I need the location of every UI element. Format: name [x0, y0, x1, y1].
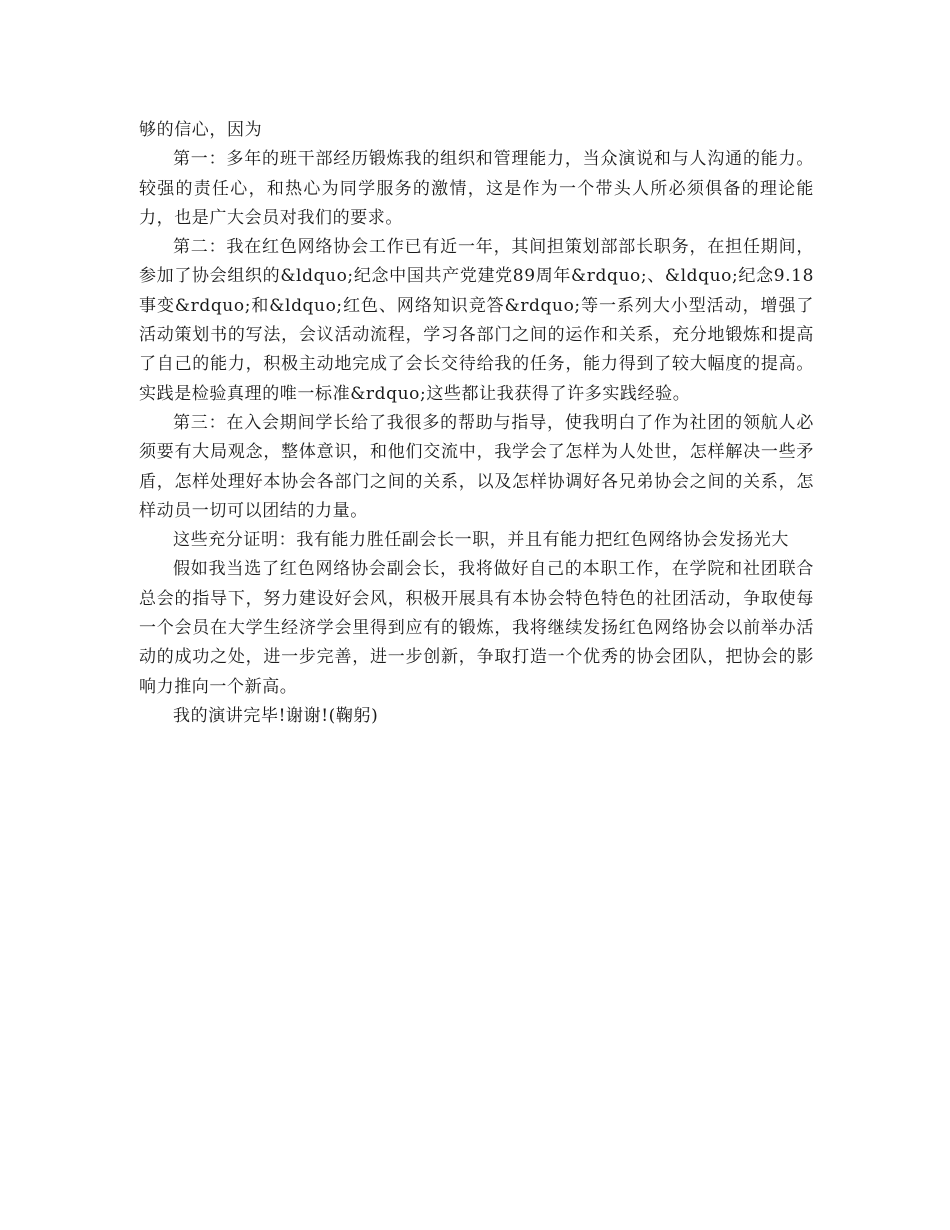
paragraph-continuation: 够的信心，因为: [139, 120, 263, 140]
paragraph-closing: 我的演讲完毕!谢谢!(鞠躬): [173, 705, 379, 726]
paragraph-point-three: 第三：在入会期间学长给了我很多的帮助与指导，使我明白了作为社团的领航人必须要有大局观念，整体意识，和他们交流中，我学会了怎样为人处世，怎样解决一些矛盾，怎样处理好本协会各部门之间的关系，以及怎样协调好各兄弟协会之间的关系，怎样动员一切可以团结的力量。: [139, 412, 814, 521]
paragraph-point-one: 第一：多年的班干部经历锻炼我的组织和管理能力，当众演说和与人沟通的能力。较强的责任心，和热心为同学服务的激情，这是作为一个带头人所必须俱备的理论能力，也是广大会员对我们的要求。: [139, 149, 814, 228]
paragraph-pledge: 假如我当选了红色网络协会副会长，我将做好自己的本职工作，在学院和社团联合总会的指导下，努力建设好会风，积极开展具有本协会特色特色的社团活动，争取使每一个会员在大学生经济学会里得到应有的锻炼，我将继续发扬红色网络协会以前举办活动的成功之处，进一步完善，进一步创新，争取打造一个优秀的协会团队，把协会的影响力推向一个新高。: [139, 559, 814, 697]
paragraph-point-two: 第二：我在红色网络协会工作已有近一年，其间担策划部部长职务，在担任期间，参加了协会组织的&ldquo;纪念中国共产党建党89周年&rdquo;、&ldquo;纪念9.18事变&rdquo;和&ldquo;红色、网络知识竞答&rdquo;等一系列大小型活动，增强了活动策划书的写法，会议活动流程，学习各部门之间的运作和关系，充分地锻炼和提高了自己的能力，积极主动地完成了会长交待给我的任务，能力得到了较大幅度的提高。实践是检验真理的唯一标准&rdquo;这些都让我获得了许多实践经验。: [139, 237, 814, 404]
paragraph-conclusion: 这些充分证明：我有能力胜任副会长一职，并且有能力把红色网络协会发扬光大: [173, 530, 789, 551]
document-body: [139, 116, 814, 731]
